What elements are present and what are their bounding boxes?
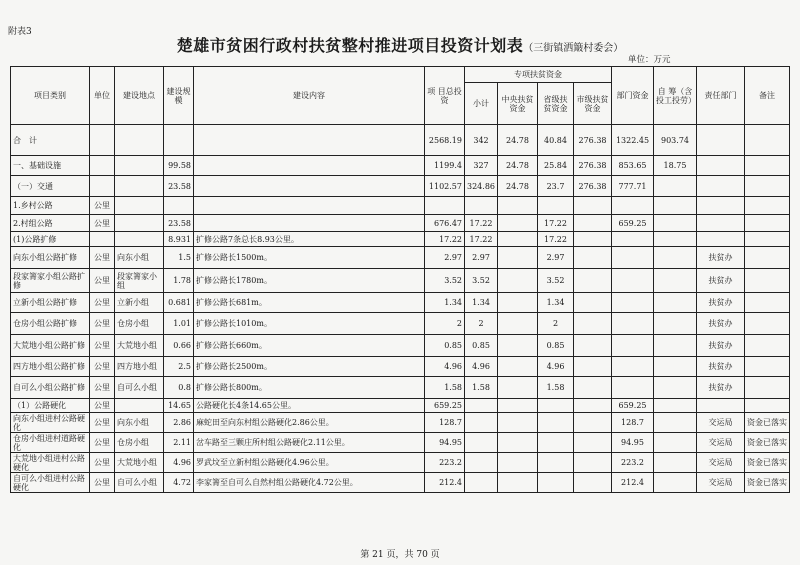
cell-dept <box>612 293 654 313</box>
cell-dept: 94.95 <box>612 433 654 453</box>
cell-self <box>654 269 697 293</box>
cell-provincial: 40.84 <box>538 125 574 156</box>
header-content: 建设内容 <box>194 67 425 125</box>
cell-total: 2568.19 <box>425 125 465 156</box>
cell-municipal <box>574 232 612 247</box>
cell-provincial <box>538 197 574 215</box>
cell-provincial: 2 <box>538 313 574 335</box>
cell-responsible <box>697 156 745 176</box>
cell-scale: 1.5 <box>164 247 194 269</box>
cell-category: 仓房小组公路扩修 <box>11 313 90 335</box>
cell-scale: 23.58 <box>164 176 194 197</box>
cell-unit: 公里 <box>90 335 115 357</box>
cell-scale <box>164 197 194 215</box>
cell-central <box>498 313 538 335</box>
table-row <box>11 125 790 156</box>
cell-responsible: 扶贫办 <box>697 313 745 335</box>
cell-responsible: 交运局 <box>697 433 745 453</box>
cell-subtotal: 342 <box>465 125 498 156</box>
cell-municipal <box>574 247 612 269</box>
cell-scale: 0.66 <box>164 335 194 357</box>
cell-content <box>194 176 425 197</box>
cell-category: 段家箐家小组公路扩修 <box>11 269 90 293</box>
cell-unit: 公里 <box>90 313 115 335</box>
cell-unit: 公里 <box>90 433 115 453</box>
cell-provincial <box>538 453 574 473</box>
cell-self <box>654 176 697 197</box>
header-location: 建设地点 <box>115 67 164 125</box>
cell-content: 扩修公路长2500m。 <box>194 357 425 377</box>
cell-unit: 公里 <box>90 357 115 377</box>
cell-total: 0.85 <box>425 335 465 357</box>
cell-self <box>654 232 697 247</box>
cell-unit: 公里 <box>90 413 115 433</box>
cell-content: 扩修公路长1500m。 <box>194 247 425 269</box>
cell-content <box>194 125 425 156</box>
cell-subtotal: 2.97 <box>465 247 498 269</box>
cell-responsible <box>697 197 745 215</box>
cell-central <box>498 377 538 399</box>
cell-dept <box>612 313 654 335</box>
cell-unit <box>90 125 115 156</box>
cell-location <box>115 125 164 156</box>
cell-central <box>498 473 538 493</box>
cell-municipal: 276.38 <box>574 125 612 156</box>
cell-note <box>745 335 790 357</box>
cell-scale <box>164 125 194 156</box>
cell-location: 向东小组 <box>115 413 164 433</box>
cell-dept <box>612 357 654 377</box>
cell-responsible: 扶贫办 <box>697 377 745 399</box>
cell-self <box>654 433 697 453</box>
cell-content: 扩修公路长1010m。 <box>194 313 425 335</box>
cell-category: 自可么小组进村公路硬化 <box>11 473 90 493</box>
cell-scale: 0.681 <box>164 293 194 313</box>
table-row <box>11 232 790 247</box>
cell-note <box>745 247 790 269</box>
cell-self <box>654 313 697 335</box>
cell-unit <box>90 176 115 197</box>
cell-unit: 公里 <box>90 293 115 313</box>
cell-responsible <box>697 176 745 197</box>
cell-location <box>115 232 164 247</box>
cell-subtotal: 17.22 <box>465 215 498 232</box>
cell-scale: 8.931 <box>164 232 194 247</box>
cell-self: 903.74 <box>654 125 697 156</box>
cell-municipal <box>574 399 612 413</box>
cell-category: 1.乡村公路 <box>11 197 90 215</box>
title-subtitle: （三街镇洒簸村委会） <box>523 43 624 54</box>
cell-provincial <box>538 413 574 433</box>
cell-category: 一、基础设施 <box>11 156 90 176</box>
cell-content: 李家箐至自可么自然村组公路硬化4.72公里。 <box>194 473 425 493</box>
cell-municipal <box>574 453 612 473</box>
table-row <box>11 377 790 399</box>
cell-responsible: 扶贫办 <box>697 269 745 293</box>
table-row <box>11 335 790 357</box>
cell-central <box>498 357 538 377</box>
cell-category: 向东小组进村公路硬化 <box>11 413 90 433</box>
cell-note <box>745 156 790 176</box>
cell-self <box>654 335 697 357</box>
cell-subtotal: 3.52 <box>465 269 498 293</box>
cell-responsible: 扶贫办 <box>697 357 745 377</box>
cell-subtotal: 1.34 <box>465 293 498 313</box>
cell-provincial: 2.97 <box>538 247 574 269</box>
cell-note: 资金已落实 <box>745 413 790 433</box>
cell-location: 段家箐家小组 <box>115 269 164 293</box>
cell-unit: 公里 <box>90 197 115 215</box>
cell-scale: 2.11 <box>164 433 194 453</box>
cell-subtotal <box>465 399 498 413</box>
cell-content: 公路硬化长4条14.65公里。 <box>194 399 425 413</box>
cell-content: 扩修公路长1780m。 <box>194 269 425 293</box>
title-main: 楚雄市贫困行政村扶贫整村推进项目投资计划表 <box>176 36 524 55</box>
page-footer: 第 21 页，共 70 页 <box>360 550 440 560</box>
cell-subtotal: 2 <box>465 313 498 335</box>
header-dept-funds: 部门资金 <box>612 67 654 125</box>
cell-unit: 公里 <box>90 399 115 413</box>
cell-scale: 99.58 <box>164 156 194 176</box>
cell-municipal: 276.38 <box>574 156 612 176</box>
cell-central: 24.78 <box>498 176 538 197</box>
cell-total: 17.22 <box>425 232 465 247</box>
cell-subtotal: 17.22 <box>465 232 498 247</box>
cell-dept <box>612 377 654 399</box>
cell-total: 1102.57 <box>425 176 465 197</box>
cell-dept: 853.65 <box>612 156 654 176</box>
table-row <box>11 357 790 377</box>
cell-self <box>654 473 697 493</box>
cell-note: 资金已落实 <box>745 453 790 473</box>
header-note: 备注 <box>745 67 790 125</box>
cell-responsible <box>697 125 745 156</box>
cell-subtotal <box>465 433 498 453</box>
cell-category: （一）交通 <box>11 176 90 197</box>
cell-unit: 公里 <box>90 269 115 293</box>
header-self-funds: 自 筹（含投工投劳） <box>654 67 697 125</box>
cell-category: 立新小组公路扩修 <box>11 293 90 313</box>
cell-subtotal: 4.96 <box>465 357 498 377</box>
header-total: 项 目总投资 <box>425 67 465 125</box>
cell-provincial: 23.7 <box>538 176 574 197</box>
cell-responsible <box>697 232 745 247</box>
cell-category: 2.村组公路 <box>11 215 90 232</box>
cell-municipal <box>574 313 612 335</box>
cell-note <box>745 377 790 399</box>
cell-content: 扩修公路长681m。 <box>194 293 425 313</box>
header-subtotal: 小计 <box>465 83 498 125</box>
cell-total: 676.47 <box>425 215 465 232</box>
cell-central <box>498 413 538 433</box>
cell-location: 自可么小组 <box>115 377 164 399</box>
cell-responsible: 交运局 <box>697 473 745 493</box>
cell-scale: 4.72 <box>164 473 194 493</box>
cell-municipal <box>574 473 612 493</box>
cell-total: 4.96 <box>425 357 465 377</box>
cell-municipal <box>574 197 612 215</box>
cell-subtotal <box>465 413 498 433</box>
cell-location: 大荒地小组 <box>115 335 164 357</box>
cell-unit: 公里 <box>90 377 115 399</box>
cell-self <box>654 293 697 313</box>
cell-category: (1)公路扩修 <box>11 232 90 247</box>
cell-provincial: 0.85 <box>538 335 574 357</box>
cell-note <box>745 232 790 247</box>
cell-central <box>498 399 538 413</box>
document-title <box>0 33 800 56</box>
table-row <box>11 247 790 269</box>
cell-provincial: 3.52 <box>538 269 574 293</box>
table-row <box>11 156 790 176</box>
cell-total: 1.58 <box>425 377 465 399</box>
cell-scale: 2.5 <box>164 357 194 377</box>
cell-self <box>654 357 697 377</box>
cell-municipal <box>574 215 612 232</box>
cell-total: 94.95 <box>425 433 465 453</box>
cell-provincial <box>538 473 574 493</box>
cell-content: 岔车路至三颗庄所村组公路硬化2.11公里。 <box>194 433 425 453</box>
annex-label: 附表3 <box>8 27 32 37</box>
cell-subtotal <box>465 473 498 493</box>
cell-self: 18.75 <box>654 156 697 176</box>
cell-total: 1.34 <box>425 293 465 313</box>
cell-central <box>498 247 538 269</box>
cell-municipal <box>574 433 612 453</box>
cell-scale: 0.8 <box>164 377 194 399</box>
table-row <box>11 413 790 433</box>
cell-note <box>745 269 790 293</box>
cell-municipal <box>574 357 612 377</box>
cell-provincial: 17.22 <box>538 215 574 232</box>
cell-total: 3.52 <box>425 269 465 293</box>
cell-location <box>115 197 164 215</box>
cell-subtotal: 0.85 <box>465 335 498 357</box>
table-row <box>11 453 790 473</box>
cell-note <box>745 357 790 377</box>
cell-subtotal <box>465 453 498 473</box>
cell-content <box>194 197 425 215</box>
header-category: 项目类别 <box>11 67 90 125</box>
cell-provincial: 1.34 <box>538 293 574 313</box>
cell-total: 2.97 <box>425 247 465 269</box>
cell-scale: 23.58 <box>164 215 194 232</box>
cell-central <box>498 232 538 247</box>
cell-location: 立新小组 <box>115 293 164 313</box>
table-row <box>11 197 790 215</box>
cell-dept <box>612 335 654 357</box>
cell-content: 麻蛇田至向东村组公路硬化2.86公里。 <box>194 413 425 433</box>
cell-dept <box>612 247 654 269</box>
cell-responsible: 交运局 <box>697 413 745 433</box>
cell-central <box>498 197 538 215</box>
cell-unit: 公里 <box>90 453 115 473</box>
cell-content <box>194 156 425 176</box>
cell-self <box>654 413 697 433</box>
cell-content: 罗武坟至立新村组公路硬化4.96公里。 <box>194 453 425 473</box>
cell-location <box>115 176 164 197</box>
cell-municipal <box>574 293 612 313</box>
cell-self <box>654 197 697 215</box>
cell-content: 扩修公路长660m。 <box>194 335 425 357</box>
cell-category: 大荒地小组公路扩修 <box>11 335 90 357</box>
cell-unit: 公里 <box>90 247 115 269</box>
cell-central <box>498 215 538 232</box>
cell-responsible <box>697 399 745 413</box>
cell-subtotal: 327 <box>465 156 498 176</box>
cell-total: 128.7 <box>425 413 465 433</box>
table-row <box>11 269 790 293</box>
cell-category: 向东小组公路扩修 <box>11 247 90 269</box>
cell-category: 四方地小组公路扩修 <box>11 357 90 377</box>
cell-municipal <box>574 377 612 399</box>
header-responsible-dept: 责任部门 <box>697 67 745 125</box>
cell-central <box>498 293 538 313</box>
cell-unit: 公里 <box>90 473 115 493</box>
cell-note: 资金已落实 <box>745 473 790 493</box>
cell-content <box>194 215 425 232</box>
investment-table <box>10 66 790 493</box>
cell-scale: 1.01 <box>164 313 194 335</box>
cell-location: 仓房小组 <box>115 433 164 453</box>
cell-location <box>115 156 164 176</box>
cell-municipal <box>574 413 612 433</box>
unit-label: 单位：万元 <box>628 55 671 65</box>
cell-note <box>745 313 790 335</box>
table-row <box>11 473 790 493</box>
cell-unit: 公里 <box>90 215 115 232</box>
cell-location: 四方地小组 <box>115 357 164 377</box>
cell-location <box>115 399 164 413</box>
cell-self <box>654 453 697 473</box>
cell-scale: 14.65 <box>164 399 194 413</box>
table-row <box>11 433 790 453</box>
cell-note <box>745 215 790 232</box>
cell-category: 仓房小组进村道路硬化 <box>11 433 90 453</box>
cell-responsible <box>697 215 745 232</box>
cell-central: 24.78 <box>498 125 538 156</box>
cell-content: 扩修公路长800m。 <box>194 377 425 399</box>
cell-category: （1）公路硬化 <box>11 399 90 413</box>
cell-self <box>654 399 697 413</box>
cell-responsible: 扶贫办 <box>697 293 745 313</box>
cell-note <box>745 293 790 313</box>
cell-note <box>745 399 790 413</box>
cell-total: 223.2 <box>425 453 465 473</box>
cell-subtotal: 324.86 <box>465 176 498 197</box>
header-municipal: 市级扶贫资金 <box>574 83 612 125</box>
header-unit: 单位 <box>90 67 115 125</box>
table-row <box>11 176 790 197</box>
cell-location: 大荒地小组 <box>115 453 164 473</box>
cell-municipal: 276.38 <box>574 176 612 197</box>
cell-scale: 4.96 <box>164 453 194 473</box>
cell-central <box>498 433 538 453</box>
cell-responsible: 交运局 <box>697 453 745 473</box>
cell-dept: 128.7 <box>612 413 654 433</box>
cell-dept: 659.25 <box>612 399 654 413</box>
header-scale: 建设规模 <box>164 67 194 125</box>
cell-category: 大荒地小组进村公路硬化 <box>11 453 90 473</box>
cell-central: 24.78 <box>498 156 538 176</box>
cell-dept: 223.2 <box>612 453 654 473</box>
cell-dept: 659.25 <box>612 215 654 232</box>
cell-note <box>745 197 790 215</box>
cell-provincial: 17.22 <box>538 232 574 247</box>
header-central: 中央扶贫资金 <box>498 83 538 125</box>
cell-dept: 1322.45 <box>612 125 654 156</box>
table-row <box>11 313 790 335</box>
cell-responsible: 扶贫办 <box>697 247 745 269</box>
cell-central <box>498 335 538 357</box>
cell-location <box>115 215 164 232</box>
cell-unit <box>90 232 115 247</box>
cell-unit <box>90 156 115 176</box>
cell-total <box>425 197 465 215</box>
cell-dept: 212.4 <box>612 473 654 493</box>
table-row <box>11 293 790 313</box>
cell-total: 1199.4 <box>425 156 465 176</box>
cell-provincial <box>538 399 574 413</box>
cell-provincial: 4.96 <box>538 357 574 377</box>
cell-central <box>498 269 538 293</box>
cell-self <box>654 247 697 269</box>
table-row <box>11 215 790 232</box>
cell-total: 2 <box>425 313 465 335</box>
cell-self <box>654 215 697 232</box>
cell-responsible: 扶贫办 <box>697 335 745 357</box>
cell-note: 资金已落实 <box>745 433 790 453</box>
cell-scale: 1.78 <box>164 269 194 293</box>
cell-category: 自可么小组公路扩修 <box>11 377 90 399</box>
cell-total: 659.25 <box>425 399 465 413</box>
cell-location: 仓房小组 <box>115 313 164 335</box>
cell-provincial: 25.84 <box>538 156 574 176</box>
cell-category: 合 计 <box>11 125 90 156</box>
cell-dept <box>612 197 654 215</box>
cell-dept: 777.71 <box>612 176 654 197</box>
cell-provincial: 1.58 <box>538 377 574 399</box>
cell-content: 扩修公路7条总长8.93公里。 <box>194 232 425 247</box>
cell-note <box>745 176 790 197</box>
cell-self <box>654 377 697 399</box>
cell-subtotal <box>465 197 498 215</box>
cell-dept <box>612 269 654 293</box>
cell-total: 212.4 <box>425 473 465 493</box>
cell-note <box>745 125 790 156</box>
cell-central <box>498 453 538 473</box>
cell-subtotal: 1.58 <box>465 377 498 399</box>
header-provincial: 省级扶贫资金 <box>538 83 574 125</box>
header-special-funds: 专项扶贫资金 <box>465 67 612 83</box>
cell-location: 向东小组 <box>115 247 164 269</box>
table-row <box>11 399 790 413</box>
cell-dept <box>612 232 654 247</box>
cell-municipal <box>574 269 612 293</box>
cell-municipal <box>574 335 612 357</box>
cell-scale: 2.86 <box>164 413 194 433</box>
cell-location: 自可么小组 <box>115 473 164 493</box>
cell-provincial <box>538 433 574 453</box>
